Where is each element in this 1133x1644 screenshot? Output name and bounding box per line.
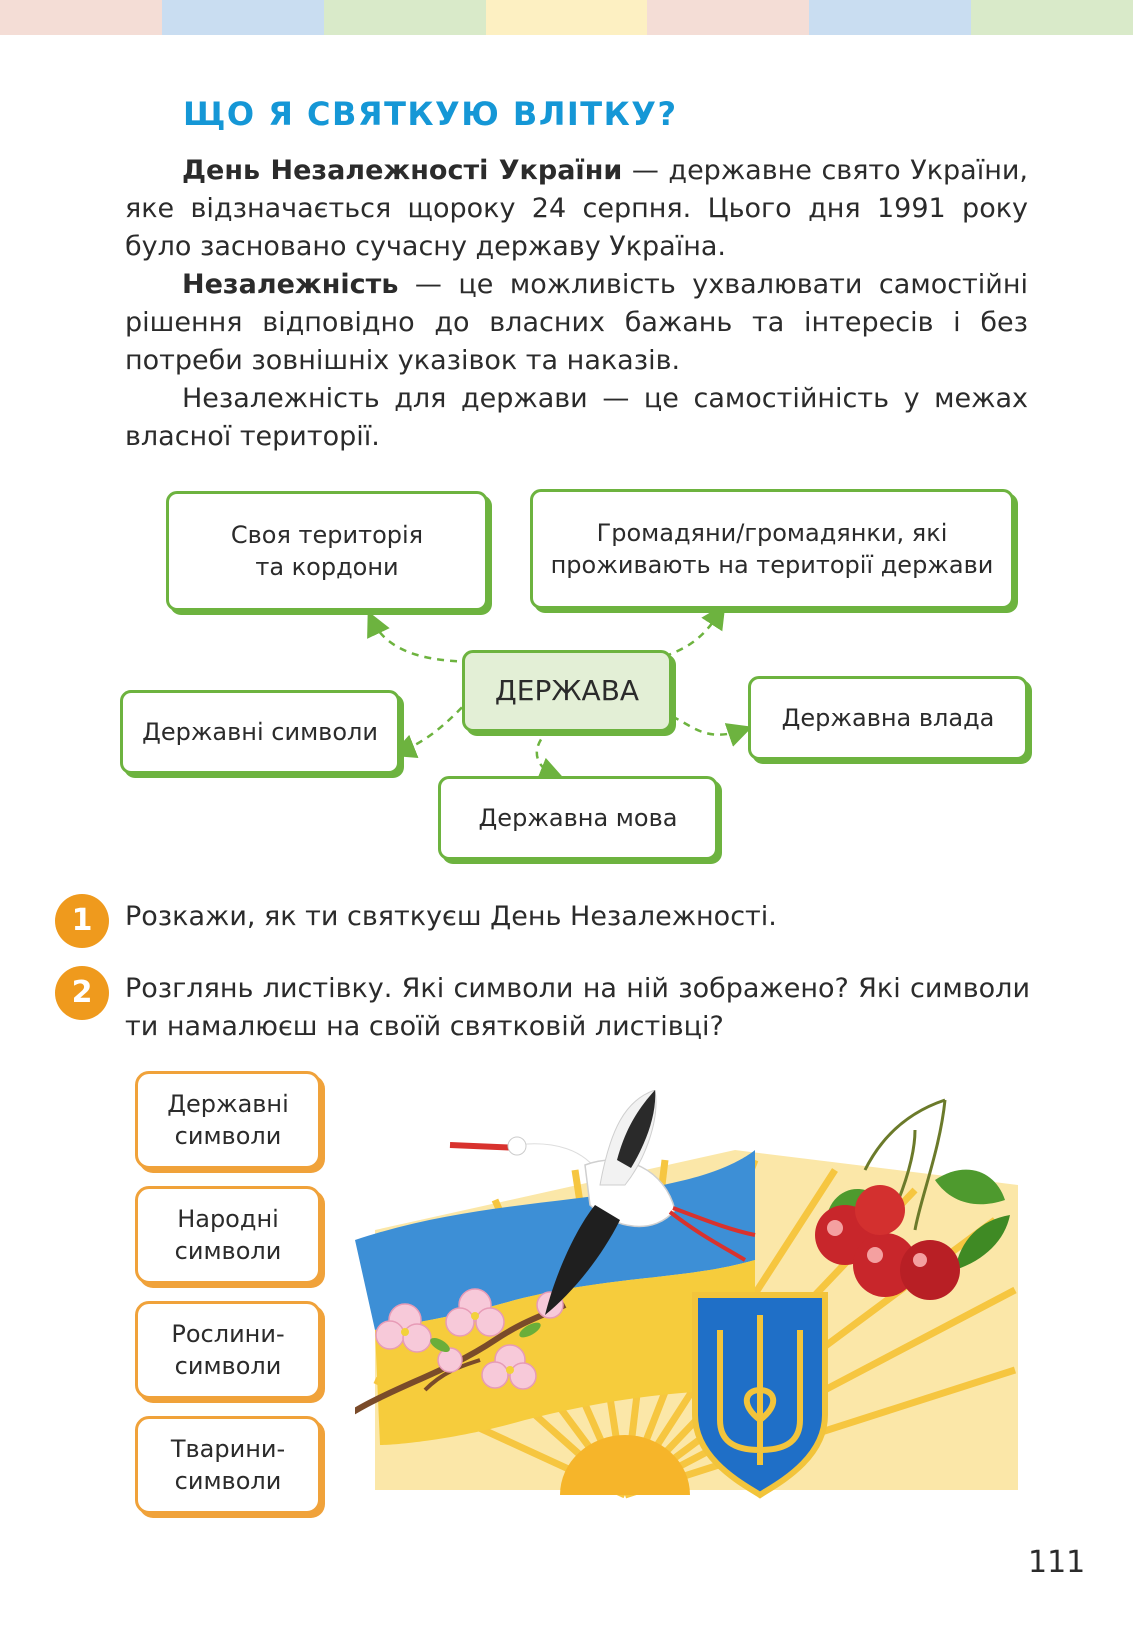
diagram-box-label: Державні символи [142, 718, 378, 746]
diagram-center-label: ДЕРЖАВА [494, 674, 640, 707]
task-number-badge: 2 [55, 966, 109, 1020]
category-label: Державні символи [167, 1090, 289, 1150]
category-state-symbols [135, 1071, 321, 1169]
connector-power [660, 712, 743, 735]
task-1 [55, 898, 1030, 936]
page-number: 111 [1028, 1545, 1086, 1580]
paragraph-body: — це можливість ухвалювати самостійні рішення відповідно до власних бажань та інтересів і без потреби зовнішніх указівок та наказів. [125, 269, 1028, 376]
page-title: ЩО Я СВЯТКУЮ ВЛІТКУ? [183, 95, 678, 133]
paragraph-term: Незалежність [182, 269, 399, 300]
postcard-illustration [355, 1090, 1018, 1520]
category-label: Тварини-символи [170, 1435, 286, 1495]
diagram-box-label: Своя територія та кордони [230, 521, 424, 581]
diagram-box-citizens [530, 489, 1014, 609]
diagram-box-label: Державна влада [781, 704, 995, 732]
diagram-box-language [438, 776, 718, 860]
task-text: Розкажи, як ти святкуєш День Незалежності. [125, 901, 777, 932]
category-label: Народні символи [174, 1205, 282, 1265]
diagram-box-center [462, 650, 672, 732]
diagram-box-territory [166, 491, 488, 611]
paragraph-body: Незалежність для держави — це самостійність у межах власної території. [125, 383, 1028, 452]
paragraph-term: День Незалежності України [182, 155, 623, 186]
diagram-box-label: Державна мова [478, 804, 678, 832]
category-label: Рослини-символи [171, 1320, 285, 1380]
task-2 [55, 970, 1030, 1046]
trident-shield-icon [695, 1295, 825, 1495]
diagram-box-power [748, 676, 1028, 760]
task-number-badge: 1 [55, 894, 109, 948]
connector-symbols [400, 698, 471, 752]
task-text: Розглянь листівку. Які символи на ній зображено? Які символи ти намалюєш на своїй святковій листівці? [125, 973, 1030, 1042]
category-plant-symbols [135, 1301, 321, 1399]
paragraph-body: — державне свято України, яке відзначається щороку 24 серпня. Цього дня 1991 року було засновано сучасну державу Україна. [125, 155, 1028, 262]
category-folk-symbols [135, 1186, 321, 1284]
diagram-box-label: Громадяни/громадянки, які проживають на території держави [550, 519, 994, 579]
category-animal-symbols [135, 1416, 321, 1514]
diagram-box-symbols [120, 690, 400, 774]
